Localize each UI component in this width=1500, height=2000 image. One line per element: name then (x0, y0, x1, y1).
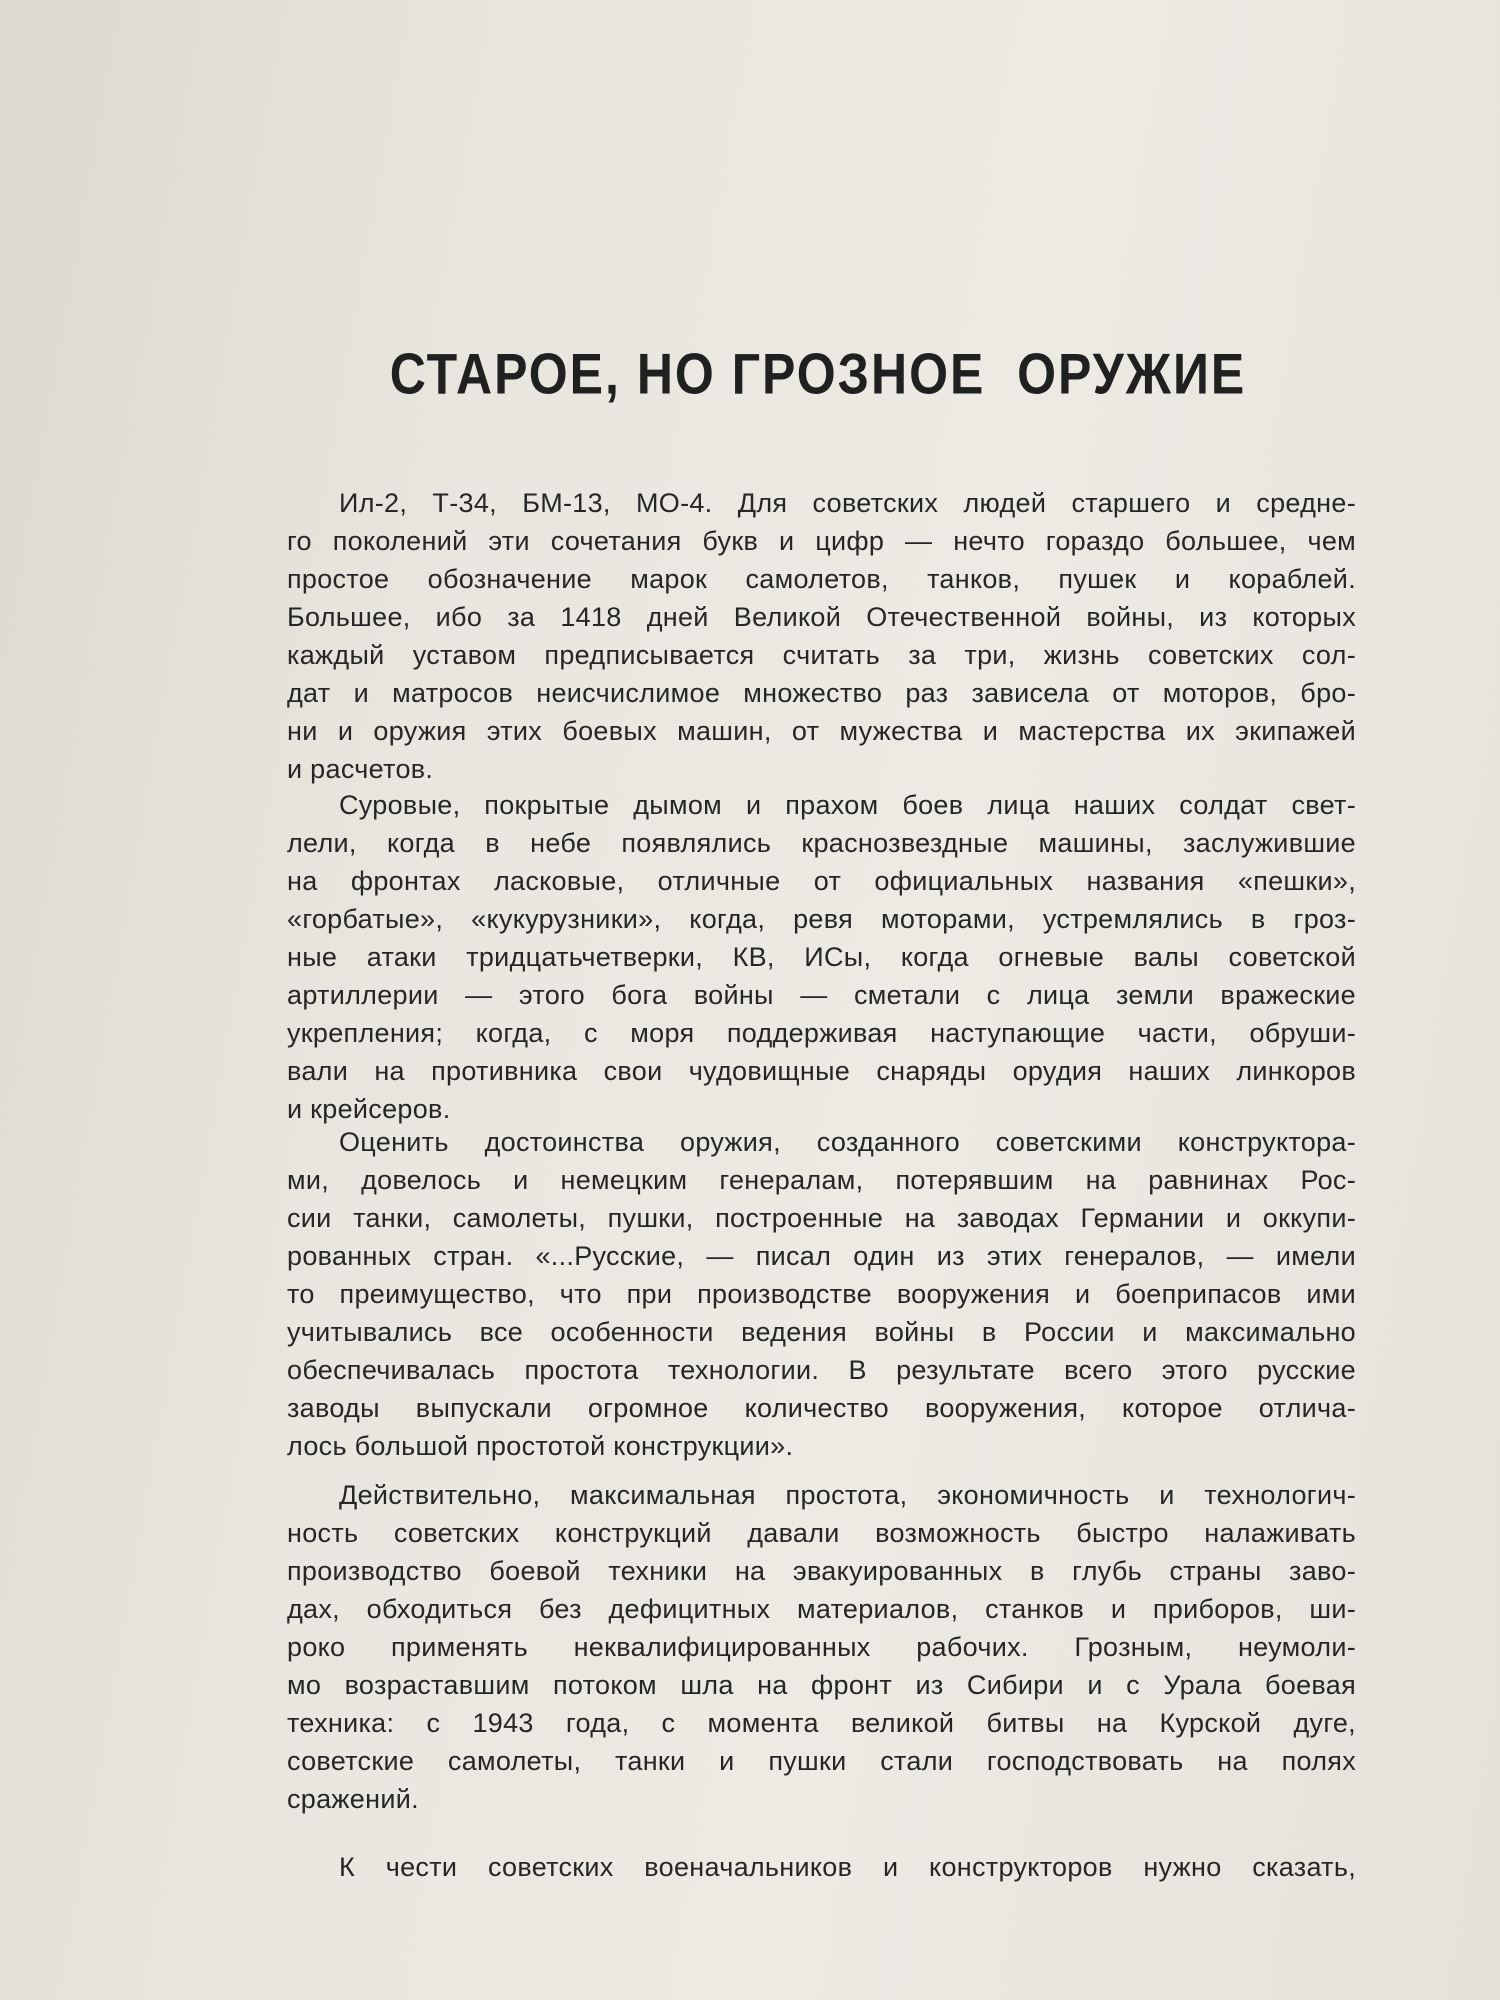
text-line: лось большой простотой конструкции». (287, 1431, 794, 1461)
text-line: сии танки, самолеты, пушки, построенные на заводах Германии и оккупи- (287, 1203, 1356, 1233)
text-line: и крейсеров. (287, 1094, 451, 1124)
text-line: дах, обходиться без дефицитных материалов, станков и приборов, ши- (287, 1594, 1356, 1624)
text-line: Большее, ибо за 1418 дней Великой Отечественной войны, из которых (287, 602, 1356, 632)
paragraph (287, 484, 1356, 788)
text-line: «горбатые», «кукурузники», когда, ревя моторами, устремлялись в гроз- (287, 904, 1356, 934)
paragraph (287, 786, 1356, 1128)
text-line: вали на противника свои чудовищные снаряды орудия наших линкоров (287, 1056, 1356, 1086)
text-line: рованных стран. «...Русские, — писал один из этих генералов, — имели (287, 1241, 1356, 1271)
text-line: мо возраставшим потоком шла на фронт из Сибири и с Урала боевая (287, 1670, 1356, 1700)
text-line: простое обозначение марок самолетов, танков, пушек и кораблей. (287, 564, 1356, 594)
text-line: ми, довелось и немецким генералам, потерявшим на равнинах Рос- (287, 1165, 1356, 1195)
text-line: артиллерии — этого бога войны — сметали с лица земли вражеские (287, 980, 1356, 1010)
text-line: заводы выпускали огромное количество вооружения, которое отлича- (287, 1393, 1356, 1423)
text-line: ные атаки тридцатьчетверки, КВ, ИСы, когда огневые валы советской (287, 942, 1356, 972)
text-line: го поколений эти сочетания букв и цифр — нечто гораздо большее, чем (287, 526, 1356, 556)
text-line: дат и матросов неисчислимое множество раз зависела от моторов, бро- (287, 678, 1356, 708)
text-line: лели, когда в небе появлялись краснозвездные машины, заслужившие (287, 828, 1356, 858)
text-line: сражений. (287, 1784, 419, 1814)
text-line: роко применять неквалифицированных рабочих. Грозным, неумоли- (287, 1632, 1356, 1662)
paragraph (287, 1476, 1356, 1818)
text-line: и расчетов. (287, 754, 434, 784)
page-title: СТАРОЕ, НО ГРОЗНОЕ ОРУЖИЕ (389, 341, 1247, 407)
text-line: техника: с 1943 года, с момента великой битвы на Курской дуге, (287, 1708, 1356, 1738)
text-line: укрепления; когда, с моря поддерживая наступающие части, обруши- (287, 1018, 1356, 1048)
text-line: каждый уставом предписывается считать за три, жизнь советских сол- (287, 640, 1356, 670)
text-line: Действительно, максимальная простота, экономичность и технологич- (339, 1480, 1356, 1510)
text-line: на фронтах ласковые, отличные от официальных названия «пешки», (287, 866, 1356, 896)
text-line: ность советских конструкций давали возможность быстро налаживать (287, 1518, 1356, 1548)
text-line: учитывались все особенности ведения войны в России и максимально (287, 1317, 1356, 1347)
paragraph (287, 1848, 1356, 1886)
text-line: Ил-2, Т-34, БМ-13, МО-4. Для советских людей старшего и средне- (339, 488, 1356, 518)
text-line: советские самолеты, танки и пушки стали господствовать на полях (287, 1746, 1356, 1776)
text-line: К чести советских военачальников и конструкторов нужно сказать, (339, 1852, 1356, 1882)
text-line: Суровые, покрытые дымом и прахом боев лица наших солдат свет- (339, 790, 1356, 820)
text-line: ни и оружия этих боевых машин, от мужества и мастерства их экипажей (287, 716, 1356, 746)
text-line: обеспечивалась простота технологии. В результате всего этого русские (287, 1355, 1356, 1385)
text-line: Оценить достоинства оружия, созданного советскими конструктора- (339, 1127, 1356, 1157)
text-line: производство боевой техники на эвакуированных в глубь страны заво- (287, 1556, 1356, 1586)
paragraph (287, 1123, 1356, 1465)
text-line: то преимущество, что при производстве вооружения и боеприпасов ими (287, 1279, 1356, 1309)
